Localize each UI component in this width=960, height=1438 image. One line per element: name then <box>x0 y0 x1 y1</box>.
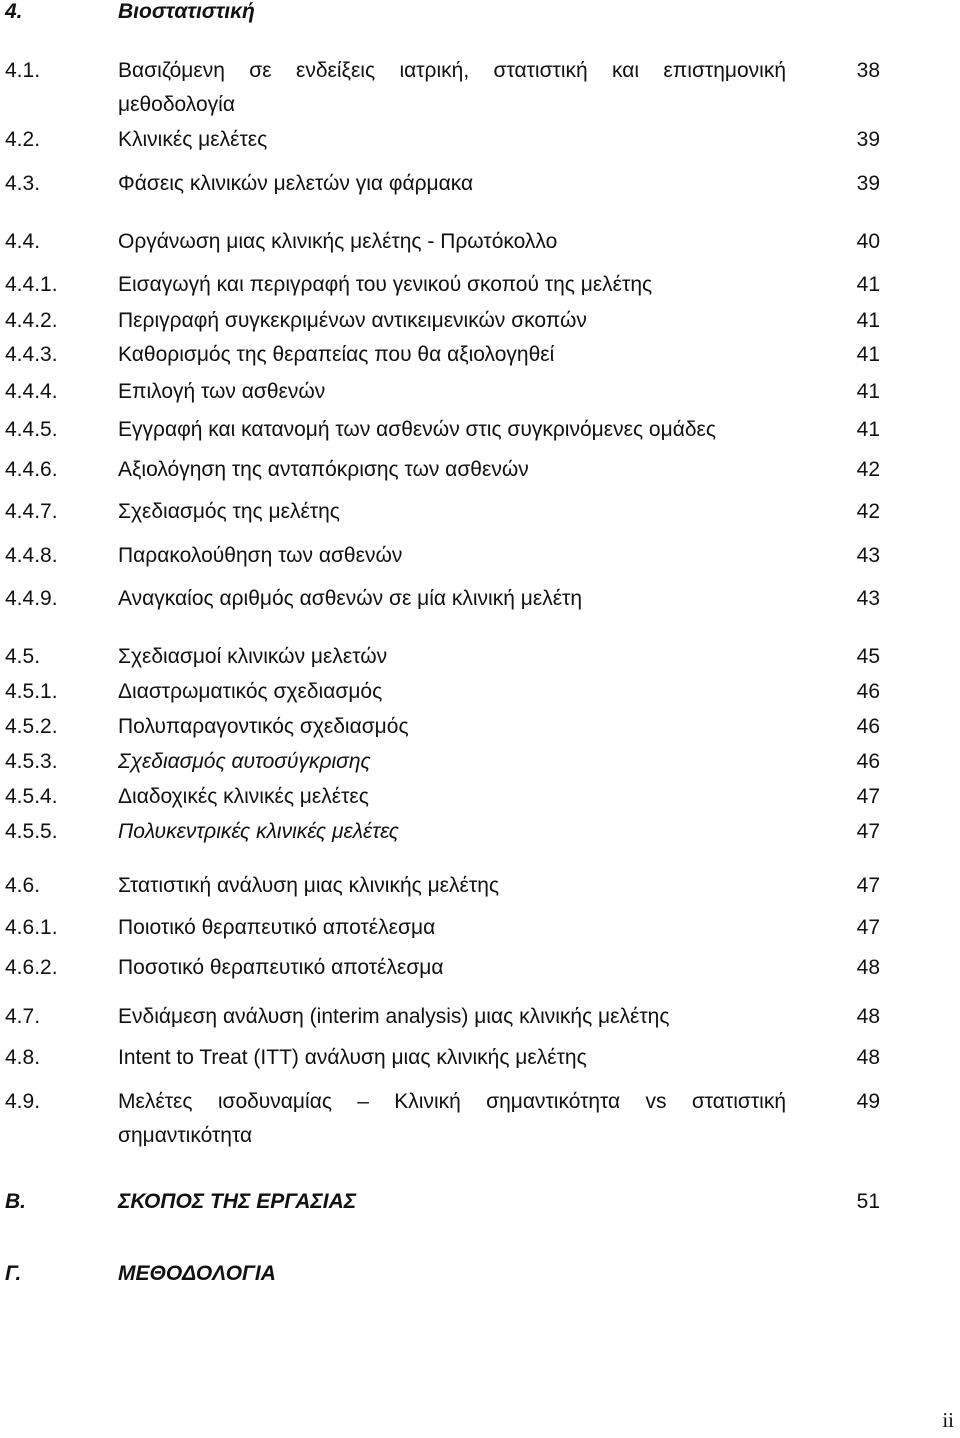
entry-page: 45 <box>856 645 880 668</box>
toc-entry[interactable] <box>0 815 960 849</box>
entry-page: 43 <box>856 544 880 567</box>
entry-number: 4.4.2. <box>5 309 58 332</box>
section-c-number: Γ. <box>5 1262 22 1285</box>
entry-title: Περιγραφή συγκεκριμένων αντικειμενικών σκοπών <box>118 309 587 332</box>
entry-title: Εγγραφή και κατανομή των ασθενών στις συγκρινόμενες ομάδες <box>118 418 717 441</box>
entry-number: 4.2. <box>5 128 41 151</box>
page-number: ii <box>942 1408 954 1432</box>
entry-page: 46 <box>856 680 880 703</box>
entry-page: 38 <box>856 59 880 82</box>
entry-number: 4.4.8. <box>5 544 58 567</box>
entry-page: 39 <box>856 172 880 195</box>
toc-entry[interactable] <box>0 1000 960 1034</box>
entry-page: 41 <box>856 418 880 441</box>
entry-number: 4.4.9. <box>5 587 58 610</box>
toc-entry[interactable] <box>0 338 960 372</box>
entry-number: 4.5.3. <box>5 750 58 773</box>
entry-title: Φάσεις κλινικών μελετών για φάρμακα <box>118 172 474 195</box>
section-b-page: 51 <box>856 1190 880 1213</box>
entry-page: 47 <box>856 916 880 939</box>
entry-number: 4.4.5. <box>5 418 58 441</box>
entry-number: 4.4.7. <box>5 500 58 523</box>
entry-title: Οργάνωση μιας κλινικής μελέτης - Πρωτόκολλο <box>118 230 558 253</box>
entry-page: 48 <box>856 1005 880 1028</box>
entry-number: 4.7. <box>5 1005 41 1028</box>
entry-number: 4.8. <box>5 1046 41 1069</box>
entry-page: 41 <box>856 309 880 332</box>
section-b-number: Β. <box>5 1190 26 1213</box>
chapter-title: Βιοστατιστική <box>118 0 255 23</box>
entry-number: 4.4.1. <box>5 273 58 296</box>
section-c-title: ΜΕΘΟΔΟΛΟΓΙΑ <box>118 1262 276 1285</box>
entry-page: 48 <box>856 956 880 979</box>
toc-entry[interactable] <box>0 869 960 903</box>
toc-entry[interactable] <box>0 304 960 338</box>
toc-entry[interactable] <box>0 375 960 409</box>
toc-entry[interactable] <box>0 951 960 985</box>
entry-number: 4.5.1. <box>5 680 58 703</box>
toc-entry[interactable] <box>0 123 960 157</box>
toc-entry[interactable] <box>0 675 960 709</box>
toc-entry[interactable] <box>0 710 960 744</box>
toc-entry[interactable] <box>0 1085 960 1153</box>
entry-page: 46 <box>856 750 880 773</box>
toc-entry[interactable] <box>0 640 960 674</box>
entry-number: 4.4. <box>5 230 41 253</box>
entry-page: 42 <box>856 500 880 523</box>
entry-number: 4.3. <box>5 172 41 195</box>
toc-entry[interactable] <box>0 745 960 779</box>
entry-page: 47 <box>856 820 880 843</box>
entry-title: Ενδιάμεση ανάλυση (interim analysis) μιας κλινικής μελέτης <box>118 1005 670 1028</box>
entry-title: Κλινικές μελέτες <box>118 128 268 151</box>
entry-number: 4.4.4. <box>5 380 58 403</box>
entry-number: 4.5.4. <box>5 785 58 808</box>
entry-title: Πολυκεντρικές κλινικές μελέτες <box>118 820 399 843</box>
entry-number: 4.4.6. <box>5 458 58 481</box>
entry-number: 4.6. <box>5 874 41 897</box>
entry-title: Σχεδιασμός της μελέτης <box>118 500 340 523</box>
entry-title: Διαστρωματικός σχεδιασμός <box>118 680 383 703</box>
entry-page: 41 <box>856 380 880 403</box>
entry-title: Παρακολούθηση των ασθενών <box>118 544 403 567</box>
entry-number: 4.1. <box>5 59 41 82</box>
entry-page: 49 <box>856 1090 880 1113</box>
entry-title: Στατιστική ανάλυση μιας κλινικής μελέτης <box>118 874 499 897</box>
toc-entry[interactable] <box>0 167 960 201</box>
toc-entry[interactable] <box>0 780 960 814</box>
entry-number: 4.5.2. <box>5 715 58 738</box>
entry-number: 4.6.1. <box>5 916 58 939</box>
toc-entry[interactable] <box>0 54 960 122</box>
toc-chapter-heading <box>0 0 960 29</box>
entry-title: Ποσοτικό θεραπευτικό αποτέλεσμα <box>118 956 444 979</box>
entry-number: 4.6.2. <box>5 956 58 979</box>
entry-title: Πολυπαραγοντικός σχεδιασμός <box>118 715 409 738</box>
entry-number: 4.5.5. <box>5 820 58 843</box>
toc-entry[interactable] <box>0 268 960 302</box>
entry-title: Καθορισμός της θεραπείας που θα αξιολογηθεί <box>118 343 555 366</box>
entry-page: 42 <box>856 458 880 481</box>
entry-page: 43 <box>856 587 880 610</box>
toc-entry[interactable] <box>0 453 960 487</box>
toc-section-c[interactable] <box>0 1257 960 1291</box>
entry-page: 39 <box>856 128 880 151</box>
entry-title: Σχεδιασμός αυτοσύγκρισης <box>118 750 371 773</box>
entry-title: Μελέτες ισοδυναμίας – Κλινική σημαντικότητα vs στατιστική σημαντικότητα <box>118 1090 786 1147</box>
toc-entry[interactable] <box>0 495 960 529</box>
entry-title: Σχεδιασμοί κλινικών μελετών <box>118 645 388 668</box>
chapter-number: 4. <box>5 0 23 23</box>
entry-title: Αξιολόγηση της ανταπόκρισης των ασθενών <box>118 458 529 481</box>
entry-page: 40 <box>856 230 880 253</box>
toc-entry[interactable] <box>0 539 960 573</box>
section-b-title: ΣΚΟΠΟΣ ΤΗΣ ΕΡΓΑΣΙΑΣ <box>118 1190 357 1213</box>
entry-page: 46 <box>856 715 880 738</box>
entry-title: Αναγκαίος αριθμός ασθενών σε μία κλινική μελέτη <box>118 587 583 610</box>
toc-section-b[interactable] <box>0 1185 960 1219</box>
entry-title: Εισαγωγή και περιγραφή του γενικού σκοπού της μελέτης <box>118 273 653 296</box>
entry-title: Βασιζόμενη σε ενδείξεις ιατρική, στατιστική και επιστημονική μεθοδολογία <box>118 59 786 116</box>
entry-title: Ποιοτικό θεραπευτικό αποτέλεσμα <box>118 916 436 939</box>
entry-page: 41 <box>856 343 880 366</box>
entry-number: 4.9. <box>5 1090 41 1113</box>
entry-number: 4.4.3. <box>5 343 58 366</box>
toc-entry[interactable] <box>0 1041 960 1075</box>
entry-page: 48 <box>856 1046 880 1069</box>
entry-title: Διαδοχικές κλινικές μελέτες <box>118 785 369 808</box>
toc-entry[interactable] <box>0 911 960 945</box>
entry-page: 47 <box>856 785 880 808</box>
entry-page: 41 <box>856 273 880 296</box>
toc-entry[interactable] <box>0 225 960 259</box>
entry-page: 47 <box>856 874 880 897</box>
toc-entry[interactable] <box>0 582 960 616</box>
toc-entry[interactable] <box>0 413 960 447</box>
entry-title: Intent to Treat (ITT) ανάλυση μιας κλινικής μελέτης <box>118 1046 587 1069</box>
entry-title: Επιλογή των ασθενών <box>118 380 326 403</box>
entry-number: 4.5. <box>5 645 41 668</box>
